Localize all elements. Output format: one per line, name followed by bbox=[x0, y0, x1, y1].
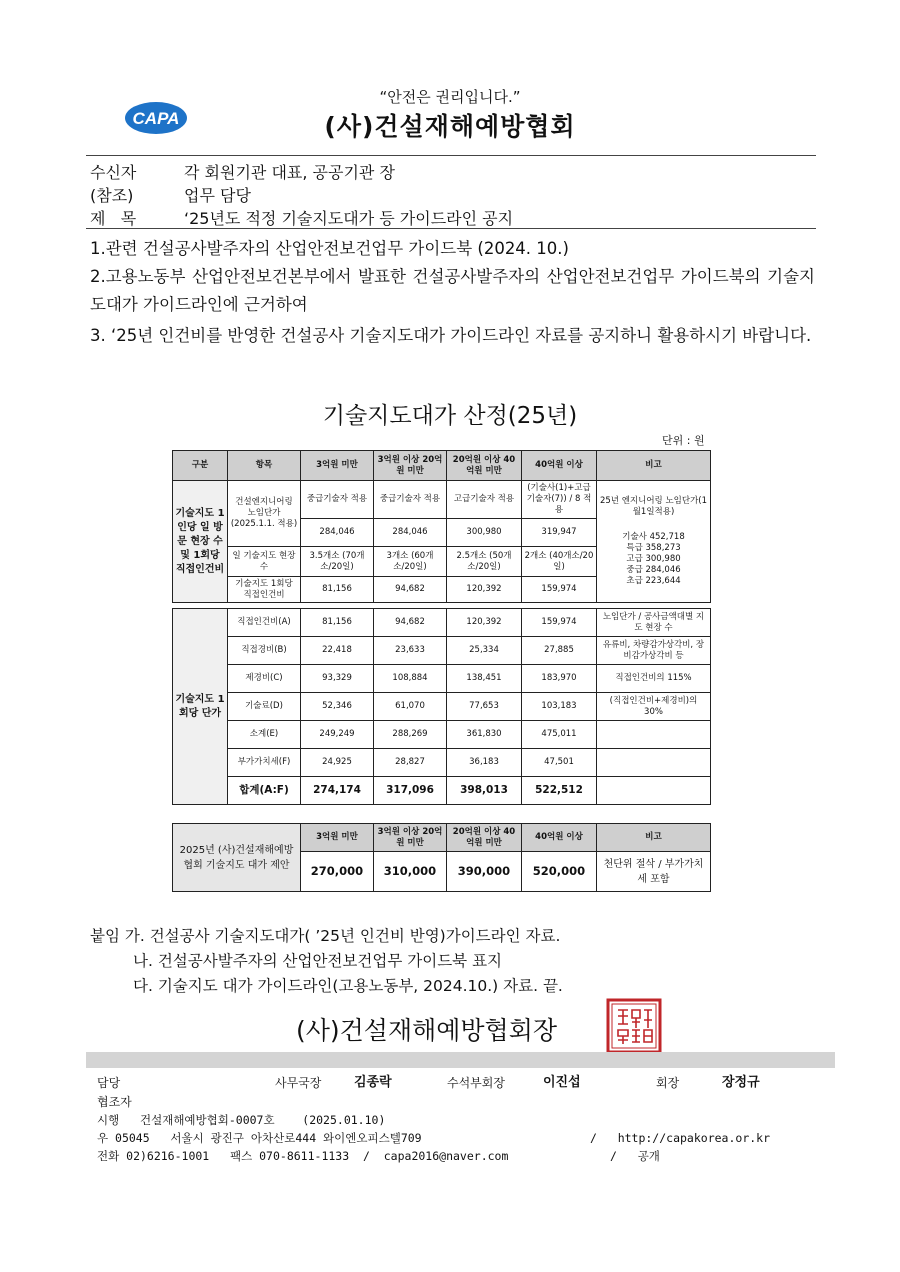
table-row bbox=[173, 665, 711, 693]
table-row bbox=[173, 749, 711, 777]
note-line: 특급 358,273 bbox=[626, 543, 681, 553]
row-label: 제경비(C) bbox=[228, 665, 301, 693]
col-header: 20억원 이상 40억원 미만 bbox=[447, 451, 522, 481]
table-row bbox=[173, 693, 711, 721]
footer-address: 우 05045 서울시 광진구 아차산로444 와이엔오피스텔709 bbox=[97, 1131, 422, 1145]
table-cell: 25,334 bbox=[447, 637, 522, 665]
table-cell: 120,392 bbox=[447, 609, 522, 637]
table-row bbox=[173, 721, 711, 749]
proposal-table bbox=[172, 823, 711, 892]
reference-label: (참조) bbox=[90, 186, 134, 205]
footer-pres-name: 장정규 bbox=[722, 1075, 760, 1090]
proposal-value: 390,000 bbox=[447, 852, 522, 892]
footer-vp-title: 수석부회장 bbox=[447, 1076, 505, 1090]
recipient-row bbox=[90, 160, 395, 183]
table-cell: 284,046 bbox=[374, 519, 447, 547]
org-name: (사)건설재해예방협회 bbox=[324, 112, 576, 141]
table-cell: 3개소 (60개소/20일) bbox=[374, 547, 447, 577]
table-cell: 284,046 bbox=[301, 519, 374, 547]
reference-value: 업무 담당 bbox=[184, 186, 251, 205]
row-note: 직접인건비의 115% bbox=[597, 665, 711, 693]
table-cell: (기술사(1)+고급기술자(7)) / 8 적용 bbox=[522, 481, 597, 519]
total-row bbox=[173, 777, 711, 805]
row-label: 소계(E) bbox=[228, 721, 301, 749]
table-cell: 61,070 bbox=[374, 693, 447, 721]
table-cell: 319,947 bbox=[522, 519, 597, 547]
col-header: 비고 bbox=[597, 451, 711, 481]
table-row bbox=[173, 481, 711, 519]
row-note bbox=[597, 749, 711, 777]
table-cell: 120,392 bbox=[447, 577, 522, 603]
row-note: 노임단가 / 공사금액대별 지도 현장 수 bbox=[597, 609, 711, 637]
table-cell: 300,980 bbox=[447, 519, 522, 547]
row-note bbox=[597, 777, 711, 805]
table-cell: 47,501 bbox=[522, 749, 597, 777]
attachment-b: 나. 건설공사발주자의 산업안전보건업무 가이드북 표지 bbox=[133, 952, 503, 970]
fee-calculation-table bbox=[172, 450, 711, 805]
table-cell: 93,329 bbox=[301, 665, 374, 693]
table-cell: 36,183 bbox=[447, 749, 522, 777]
total-cell: 522,512 bbox=[522, 777, 597, 805]
table-cell: 3.5개소 (70개소/20일) bbox=[301, 547, 374, 577]
attachment-c: 다. 기술지도 대가 가이드라인(고용노동부, 2024.10.) 자료. 끝. bbox=[133, 977, 563, 995]
col-header: 40억원 이상 bbox=[522, 824, 597, 852]
recipient-label: 수신자 bbox=[90, 163, 137, 182]
proposal-value: 520,000 bbox=[522, 852, 597, 892]
table-cell: 249,249 bbox=[301, 721, 374, 749]
unit-label: 단위 : 원 bbox=[662, 434, 705, 447]
table-cell: 183,970 bbox=[522, 665, 597, 693]
table-cell: 159,974 bbox=[522, 609, 597, 637]
table-cell: 475,011 bbox=[522, 721, 597, 749]
footer-divider-bar bbox=[86, 1052, 835, 1068]
col-header: 항목 bbox=[228, 451, 301, 481]
footer-contact: 전화 02)6216-1001 팩스 070-8611-1133 / capa2016@naver.com bbox=[97, 1149, 509, 1163]
total-cell: 274,174 bbox=[301, 777, 374, 805]
note-line: 중급 284,046 bbox=[626, 565, 681, 575]
paragraph-3: 3. ‘25년 인건비를 반영한 건설공사 기술지도대가 가이드라인 자료를 공지하니 활용하시기 바랍니다. bbox=[90, 326, 812, 345]
wage-note bbox=[597, 481, 711, 603]
proposal-label: 2025년 (사)건설재해예방협회 기술지도 대가 제안 bbox=[173, 824, 301, 892]
col-header: 비고 bbox=[597, 824, 711, 852]
official-seal bbox=[606, 998, 662, 1054]
footer-open: / 공개 bbox=[610, 1149, 660, 1163]
total-cell: 317,096 bbox=[374, 777, 447, 805]
table-cell: 103,183 bbox=[522, 693, 597, 721]
total-cell: 398,013 bbox=[447, 777, 522, 805]
table-cell: 2개소 (40개소/20일) bbox=[522, 547, 597, 577]
table-cell: 중급기술자 적용 bbox=[301, 481, 374, 519]
table-cell: 2.5개소 (50개소/20일) bbox=[447, 547, 522, 577]
table-cell: 고급기술자 적용 bbox=[447, 481, 522, 519]
footer-doc-number: 시행 건설재해예방협회-0007호 (2025.01.10) bbox=[97, 1113, 386, 1127]
note-line: 기술사 452,718 bbox=[622, 532, 685, 542]
chart-title: 기술지도대가 산정(25년) bbox=[322, 403, 578, 429]
total-label: 합계(A:F) bbox=[228, 777, 301, 805]
table-cell: 24,925 bbox=[301, 749, 374, 777]
proposal-note: 천단위 절삭 / 부가가치세 포함 bbox=[597, 852, 711, 892]
slogan: “안전은 권리입니다.” bbox=[379, 88, 521, 106]
paragraph-2: 2.고용노동부 산업안전보건본부에서 발표한 건설공사발주자의 산업안전보건업무 가이드북의 기술지도대가 가이드라인에 근거하여 bbox=[90, 267, 815, 314]
reference-row bbox=[90, 183, 251, 206]
footer-sec-name: 김종락 bbox=[354, 1075, 392, 1090]
note-line: 고급 300,980 bbox=[626, 554, 681, 564]
table-cell: 81,156 bbox=[301, 577, 374, 603]
table-row bbox=[173, 637, 711, 665]
table-cell: 81,156 bbox=[301, 609, 374, 637]
table-cell: 52,346 bbox=[301, 693, 374, 721]
footer-vp-name: 이진섭 bbox=[543, 1075, 581, 1090]
footer-cooperator: 협조자 bbox=[97, 1095, 132, 1109]
table-cell: 159,974 bbox=[522, 577, 597, 603]
table-cell: 중급기술자 적용 bbox=[374, 481, 447, 519]
note-line: 초급 223,644 bbox=[626, 576, 681, 586]
group-label-a: 기술지도 1인당 일 방문 현장 수 및 1회당 직접인건비 bbox=[173, 481, 228, 603]
table-cell: 94,682 bbox=[374, 609, 447, 637]
table-cell: 361,830 bbox=[447, 721, 522, 749]
subject-label: 제 목 bbox=[90, 209, 137, 228]
col-header: 3억원 미만 bbox=[301, 824, 374, 852]
table-header-row bbox=[173, 824, 711, 852]
table-header-row bbox=[173, 451, 711, 481]
table-cell: 288,269 bbox=[374, 721, 447, 749]
table-row bbox=[173, 609, 711, 637]
row-note: 유류비, 차량감가상각비, 장비감가상각비 등 bbox=[597, 637, 711, 665]
col-header: 3억원 이상 20억원 미만 bbox=[374, 451, 447, 481]
header-divider bbox=[86, 155, 816, 156]
row-label: 기술지도 1회당 직접인건비 bbox=[228, 577, 301, 603]
group-label-b: 기술지도 1회당 단가 bbox=[173, 609, 228, 805]
attachment-a: 붙임 가. 건설공사 기술지도대가( ’25년 인건비 반영)가이드라인 자료. bbox=[90, 927, 561, 945]
row-label: 건설엔지니어링 노임단가 (2025.1.1. 적용) bbox=[228, 481, 301, 547]
proposal-value: 310,000 bbox=[374, 852, 447, 892]
subject-divider bbox=[86, 228, 816, 229]
paragraph-1: 1.관련 건설공사발주자의 산업안전보건업무 가이드북 (2024. 10.) bbox=[90, 239, 569, 258]
subject-value: ‘25년도 적정 기술지도대가 등 가이드라인 공지 bbox=[184, 209, 514, 228]
footer-charge: 담당 bbox=[97, 1076, 121, 1090]
col-header: 3억원 이상 20억원 미만 bbox=[374, 824, 447, 852]
table-cell: 28,827 bbox=[374, 749, 447, 777]
recipient-value: 각 회원기관 대표, 공공기관 장 bbox=[184, 163, 395, 182]
row-label: 기술료(D) bbox=[228, 693, 301, 721]
footer-url[interactable]: / http://capakorea.or.kr bbox=[590, 1131, 771, 1145]
association-president-title: (사)건설재해예방협회장 bbox=[296, 1016, 558, 1045]
row-label: 일 기술지도 현장 수 bbox=[228, 547, 301, 577]
footer-sec-title: 사무국장 bbox=[275, 1076, 322, 1090]
logo-text: CAPA bbox=[132, 109, 180, 128]
row-label: 직접인건비(A) bbox=[228, 609, 301, 637]
subject-row bbox=[90, 206, 513, 229]
row-label: 부가가치세(F) bbox=[228, 749, 301, 777]
row-note: (직접인건비+제경비)의 30% bbox=[597, 693, 711, 721]
table-cell: 23,633 bbox=[374, 637, 447, 665]
row-note bbox=[597, 721, 711, 749]
table-cell: 22,418 bbox=[301, 637, 374, 665]
table-cell: 108,884 bbox=[374, 665, 447, 693]
col-header: 20억원 이상 40억원 미만 bbox=[447, 824, 522, 852]
table-cell: 27,885 bbox=[522, 637, 597, 665]
proposal-value: 270,000 bbox=[301, 852, 374, 892]
col-header: 3억원 미만 bbox=[301, 451, 374, 481]
row-label: 직접경비(B) bbox=[228, 637, 301, 665]
footer-pres-title: 회장 bbox=[656, 1076, 680, 1090]
table-cell: 77,653 bbox=[447, 693, 522, 721]
col-header: 구분 bbox=[173, 451, 228, 481]
table-cell: 138,451 bbox=[447, 665, 522, 693]
table-cell: 94,682 bbox=[374, 577, 447, 603]
note-title: 25년 엔지니어링 노임단가(1월1일적용) bbox=[599, 496, 708, 517]
col-header: 40억원 이상 bbox=[522, 451, 597, 481]
